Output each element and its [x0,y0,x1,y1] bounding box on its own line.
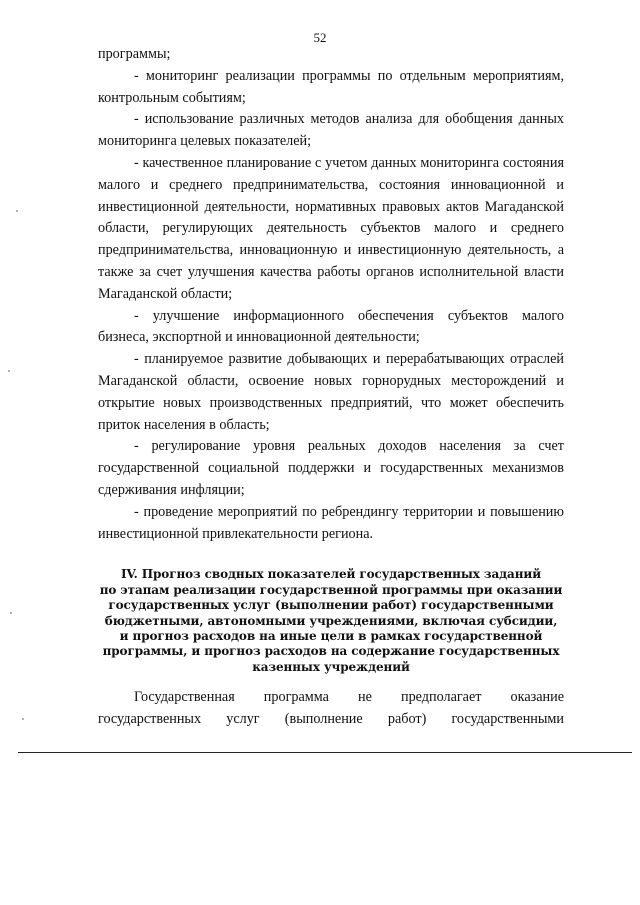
page-number: 52 [313,30,327,45]
heading-line: государственных услуг (выполнении работ) государственными [108,598,554,613]
scan-artifact [8,370,10,372]
heading-line: казенных учреждений [252,659,410,674]
page-separator-line [18,752,632,753]
paragraph: - проведение мероприятий по ребрендингу территории и повышению инвестиционной привлекательности региона. [98,503,564,542]
heading-line: и прогноз расходов на иные цели в рамках государственной [119,628,543,643]
paragraph: - улучшение информационного обеспечения субъектов малого бизнеса, экспортной и инновационной деятельности; [98,307,564,346]
scan-artifact [16,210,18,212]
heading-line: программы, и прогноз расходов на содержание государственных [102,644,560,659]
scan-artifact [10,612,12,614]
heading-line: IV. Прогноз сводных показателей государственных заданий [120,567,542,582]
body-paragraph-line: Государственная программа не предполагает оказание [134,689,564,706]
scan-artifact [22,718,24,720]
document-body [98,44,564,731]
paragraph: - регулирование уровня реальных доходов населения за счет государственной социальной поддержки и государственных механизмов сдерживания инфляции; [98,438,564,498]
paragraph: - мониторинг реализации программы по отдельным мероприятиям, контрольным событиям; [98,67,564,106]
heading-line: бюджетными, автономными учреждениями, включая субсидии, [104,613,558,628]
body-paragraph-line: государственных услуг (выполнение работ) государственными [98,710,564,727]
paragraph: - качественное планирование с учетом данных мониторинга состояния малого и среднего предпринимательства, состояния инновационной и инвестиционной деятельности, нормативных правовых актов Магаданской области, регулирующих деятельность субъектов малого и среднего предпринимательства, инновационную и инвестиционную деятельность, а также за счет улучшения качества работы органов исполнительной власти Магаданской области; [98,154,564,302]
heading-line: по этапам реализации государственной программы при оказании [99,582,563,597]
section-heading [98,567,564,675]
paragraph: - планируемое развитие добывающих и перерабатывающих отраслей Магаданской области, освоение новых горнорудных месторождений и открытие новых производственных предприятий, что может обеспечить приток населения в область; [98,351,564,433]
paragraph-list [98,44,564,545]
paragraph: - использование различных методов анализа для обобщения данных мониторинга целевых показателей; [98,111,564,150]
paragraph: программы; [98,46,171,62]
